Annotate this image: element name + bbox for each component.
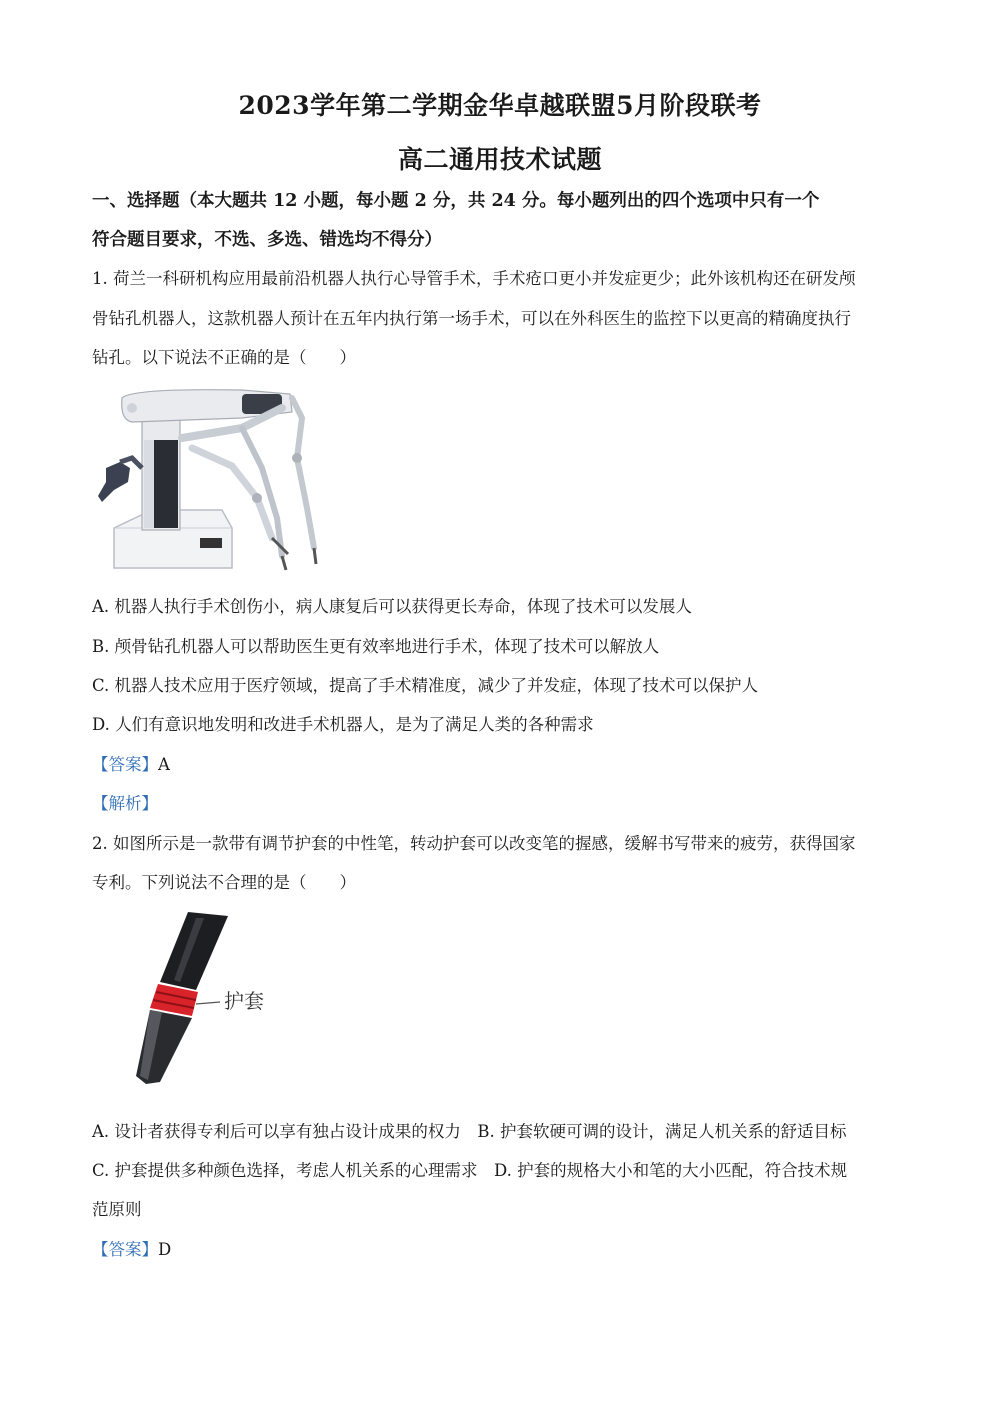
q1-answer-row	[92, 754, 912, 776]
section-heading-line1: 一、选择题（本大题共 12 小题，每小题 2 分，共 24 分。每小题列出的四个选项中只有一个	[92, 191, 820, 211]
surgical-robot-figure	[92, 378, 332, 578]
analysis-tag: 【解析】	[92, 794, 158, 813]
sleeve-label: 护套	[224, 989, 264, 1013]
q2-stem-line2: 专利。下列说法不合理的是（ ）	[92, 873, 356, 892]
answer-tag: 【答案】	[92, 755, 158, 774]
q2-options-line1: A. 设计者获得专利后可以享有独占设计成果的权力 B. 护套软硬可调的设计，满足人机关系的舒适目标	[92, 1122, 847, 1141]
q1-option-d: D. 人们有意识地发明和改进手术机器人，是为了满足人类的各种需求	[92, 715, 594, 734]
q1-stem-line1: 1. 荷兰一科研机构应用最前沿机器人执行心导管手术，手术疮口更小并发症更少；此外该机构还在研发颅	[92, 269, 856, 288]
q1-stem-line2: 骨钻孔机器人，这款机器人预计在五年内执行第一场手术，可以在外科医生的监控下以更高的精确度执行	[92, 309, 851, 328]
section-heading-line2: 符合题目要求，不选、多选、错选均不得分）	[92, 230, 442, 250]
answer-tag: 【答案】	[92, 1240, 158, 1259]
q1-answer: A	[158, 755, 170, 774]
q1-option-c: C. 机器人技术应用于医疗领域，提高了手术精准度，减少了并发症，体现了技术可以保护人	[92, 676, 759, 695]
exam-subtitle: 高二通用技术试题	[397, 145, 602, 174]
q2-options-line3: 范原则	[92, 1200, 142, 1219]
q2-options-line2: C. 护套提供多种颜色选择，考虑人机关系的心理需求 D. 护套的规格大小和笔的大小匹配，符合技术规	[92, 1161, 848, 1180]
pen-sleeve-figure	[100, 912, 310, 1102]
exam-title: 2023学年第二学期金华卓越联盟5月阶段联考	[238, 91, 762, 120]
q2-answer: D	[158, 1240, 172, 1259]
q2-answer-row	[92, 1239, 912, 1261]
q2-stem-line1: 2. 如图所示是一款带有调节护套的中性笔，转动护套可以改变笔的握感，缓解书写带来的疲劳，获得国家	[92, 834, 856, 853]
q1-analysis-row	[92, 793, 912, 815]
q1-option-b: B. 颅骨钻孔机器人可以帮助医生更有效率地进行手术，体现了技术可以解放人	[92, 637, 660, 656]
q1-option-a: A. 机器人执行手术创伤小，病人康复后可以获得更长寿命，体现了技术可以发展人	[92, 597, 692, 616]
q1-stem-line3: 钻孔。以下说法不正确的是（ ）	[92, 348, 356, 367]
